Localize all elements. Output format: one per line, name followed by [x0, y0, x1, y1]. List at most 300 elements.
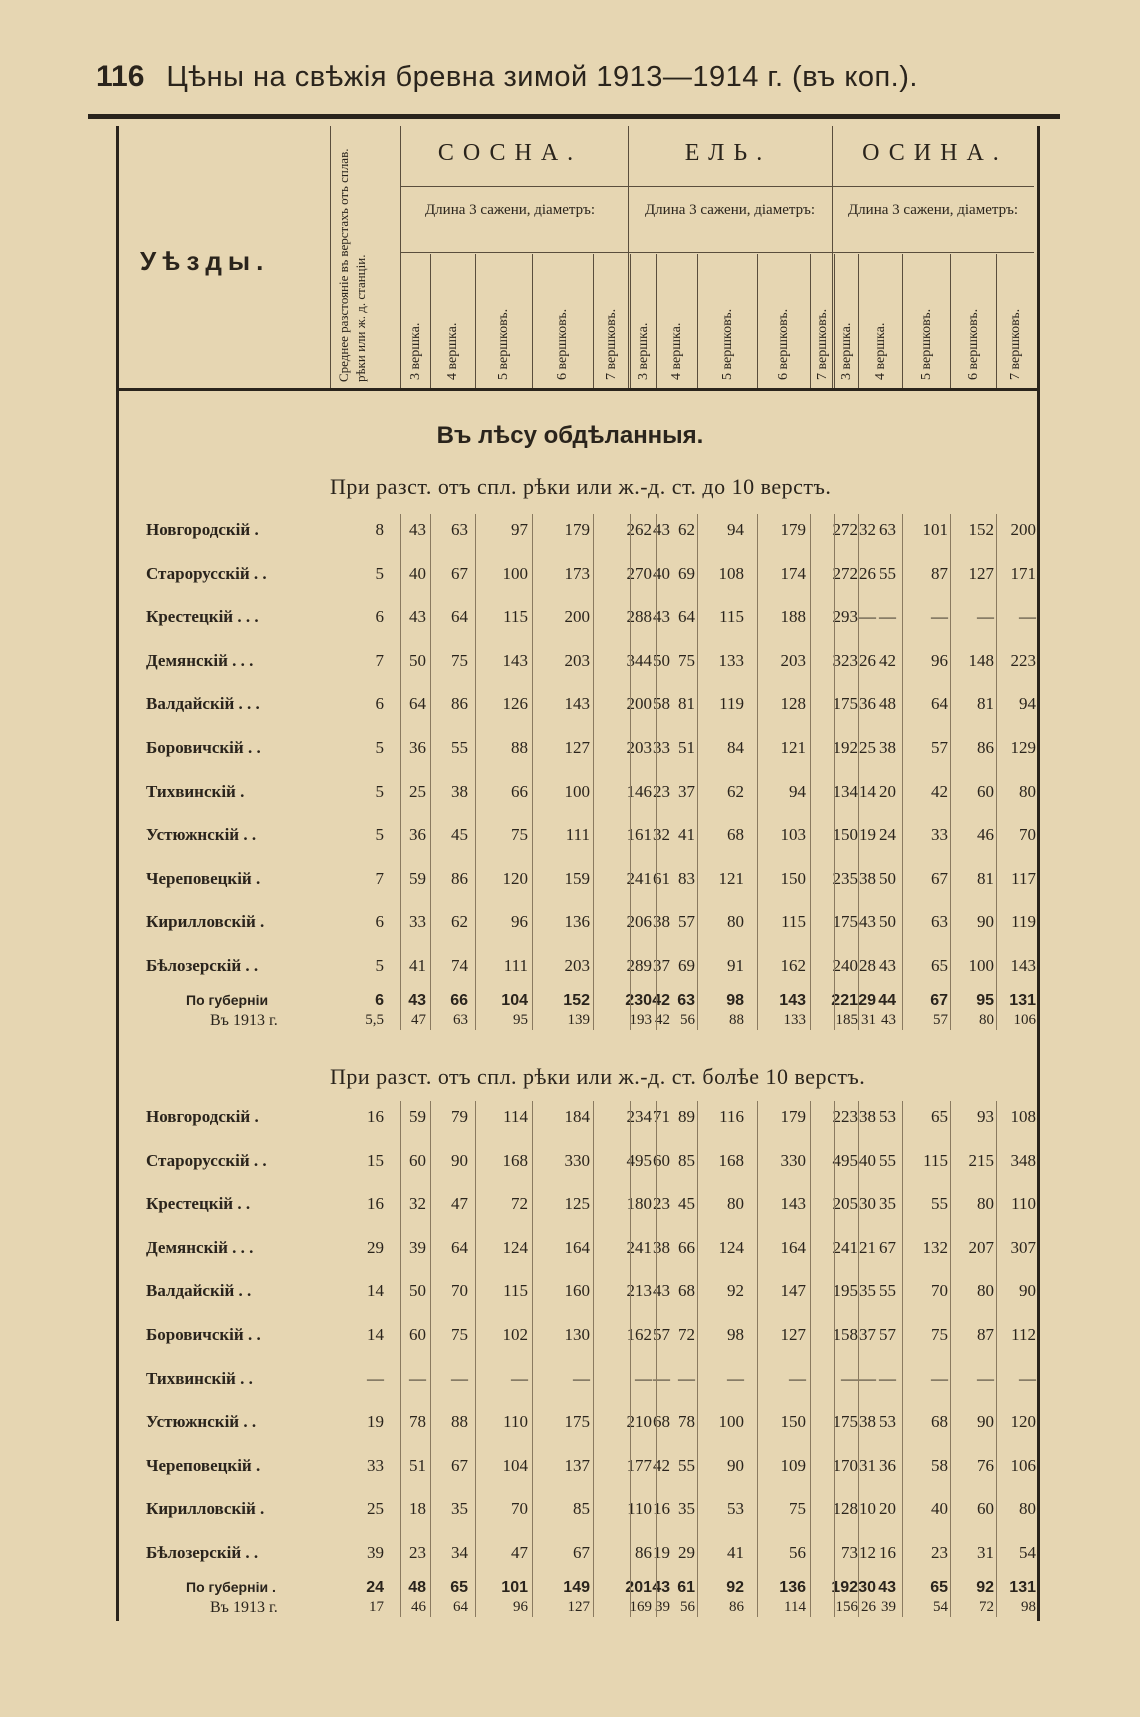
- table-cell: 96: [513, 1598, 528, 1615]
- table-cell: 45: [678, 1194, 695, 1214]
- diameter-header: 4 вершка.: [872, 322, 888, 380]
- table-cell: 114: [784, 1598, 806, 1615]
- table-cell: 36: [859, 694, 876, 714]
- table-cell: 121: [718, 868, 744, 888]
- district-name: Демянскій . . .: [146, 1237, 254, 1257]
- column-divider: [950, 514, 951, 1030]
- table-cell: 173: [564, 563, 590, 583]
- table-cell: 146: [626, 781, 652, 801]
- table-cell: 41: [409, 956, 426, 975]
- table-cell: 59: [409, 868, 426, 888]
- table-cell: 72: [979, 1598, 994, 1615]
- table-cell: 39: [367, 1543, 384, 1562]
- column-divider: [858, 1101, 859, 1617]
- table-cell: 43: [409, 607, 426, 627]
- table-cell: 48: [879, 694, 896, 714]
- table-cell: 63: [677, 991, 695, 1009]
- table-cell: 38: [653, 1237, 670, 1257]
- table-cell: 64: [451, 607, 468, 627]
- table-cell: 179: [780, 1107, 806, 1126]
- table-cell: 272: [832, 520, 858, 539]
- table-cell: 66: [511, 781, 528, 801]
- table-cell: 70: [931, 1281, 948, 1301]
- table-cell: 88: [511, 738, 528, 757]
- table-cell: 16: [879, 1543, 896, 1562]
- table-cell: 75: [678, 650, 695, 670]
- uezdy-header: Уѣзды.: [140, 246, 270, 276]
- table-cell: 262: [626, 520, 652, 539]
- table-cell: 159: [564, 868, 590, 888]
- table-cell: 19: [653, 1543, 670, 1562]
- table-cell: 57: [879, 1325, 896, 1344]
- table-cell: 14: [859, 781, 876, 801]
- table-cell: 67: [573, 1543, 590, 1562]
- table-cell: 68: [931, 1412, 948, 1432]
- table-cell: 65: [931, 1107, 948, 1126]
- table-cell: 68: [727, 825, 744, 845]
- table-cell: 213: [626, 1281, 652, 1301]
- table-cell: 92: [727, 1281, 744, 1301]
- table-cell: 148: [968, 650, 994, 670]
- table-cell: 14: [367, 1325, 384, 1344]
- table-cell: —: [573, 1368, 590, 1388]
- table-cell: 64: [453, 1598, 468, 1615]
- table-cell: 15: [367, 1150, 384, 1170]
- table-cell: 203: [564, 956, 590, 975]
- table-cell: —: [678, 1368, 695, 1388]
- table-cell: 75: [451, 1325, 468, 1344]
- table-cell: 67: [879, 1237, 896, 1257]
- table-cell: 43: [652, 1578, 670, 1596]
- table-cell: 66: [678, 1237, 695, 1257]
- table-cell: 104: [502, 1455, 528, 1475]
- column-divider: [656, 1101, 657, 1617]
- table-cell: 125: [564, 1194, 590, 1214]
- table-cell: 20: [879, 781, 896, 801]
- table-cell: 235: [832, 868, 858, 888]
- table-cell: 51: [409, 1455, 426, 1475]
- diameter-header: 7 вершковъ.: [814, 308, 830, 380]
- table-cell: 136: [564, 912, 590, 932]
- header-divider: [475, 254, 476, 388]
- table-cell: 29: [367, 1237, 384, 1257]
- table-cell: 23: [931, 1543, 948, 1562]
- header-divider: [757, 254, 758, 388]
- table-cell: 88: [729, 1011, 744, 1028]
- table-cell: 80: [727, 1194, 744, 1214]
- table-cell: 42: [879, 650, 896, 670]
- table-cell: 35: [451, 1499, 468, 1519]
- table-cell: 160: [564, 1281, 590, 1301]
- table-cell: 92: [726, 1578, 744, 1596]
- table-cell: —: [727, 1368, 744, 1388]
- table-cell: 24: [879, 825, 896, 845]
- table-cell: 63: [879, 520, 896, 539]
- table-cell: 35: [678, 1499, 695, 1519]
- table-cell: 30: [858, 1578, 876, 1596]
- table-cell: 65: [450, 1578, 468, 1596]
- table-cell: 53: [879, 1412, 896, 1432]
- table-cell: 60: [977, 1499, 994, 1519]
- table-cell: 215: [968, 1150, 994, 1170]
- column-divider: [757, 1101, 758, 1617]
- header-divider: [430, 254, 431, 388]
- table-cell: 240: [832, 956, 858, 975]
- table-cell: 29: [858, 991, 876, 1009]
- table-cell: 31: [977, 1543, 994, 1562]
- table-cell: —: [451, 1368, 468, 1388]
- table-cell: 115: [719, 607, 744, 627]
- table-cell: 87: [977, 1325, 994, 1344]
- table-cell: 97: [511, 520, 528, 539]
- table-cell: 59: [409, 1107, 426, 1126]
- page-header: [96, 60, 1056, 94]
- table-cell: 127: [968, 563, 994, 583]
- column-divider: [593, 1101, 594, 1617]
- table-cell: 94: [1019, 694, 1036, 714]
- district-name: Валдайскій . . .: [146, 694, 260, 714]
- table-cell: 36: [879, 1455, 896, 1475]
- table-cell: 33: [653, 738, 670, 757]
- table-cell: 47: [451, 1194, 468, 1214]
- table-cell: 60: [409, 1325, 426, 1344]
- table-cell: 72: [511, 1194, 528, 1214]
- table-cell: 110: [627, 1499, 652, 1519]
- table-cell: 104: [501, 991, 528, 1009]
- table-cell: 64: [931, 694, 948, 714]
- district-name: Демянскій . . .: [146, 650, 254, 670]
- table-cell: 270: [626, 563, 652, 583]
- column-divider: [996, 514, 997, 1030]
- table-cell: 143: [780, 1194, 806, 1214]
- table-cell: 30: [859, 1194, 876, 1214]
- table-cell: 179: [564, 520, 590, 539]
- total-row-label: По губерніи .: [186, 1578, 276, 1595]
- district-name: Бѣлозерскій . .: [146, 956, 259, 975]
- column-divider: [810, 1101, 811, 1617]
- table-cell: 47: [511, 1543, 528, 1562]
- table-cell: 71: [653, 1107, 670, 1126]
- district-name: Череповецкій .: [146, 1455, 261, 1475]
- table-cell: 46: [977, 825, 994, 845]
- table-cell: 207: [968, 1237, 994, 1257]
- length-sosna: Длина 3 сажени, діаметръ:: [424, 202, 596, 218]
- table-cell: 177: [626, 1455, 652, 1475]
- table-cell: 80: [1019, 781, 1036, 801]
- table-cell: —: [859, 607, 876, 627]
- table-cell: 45: [451, 825, 468, 845]
- table-cell: 56: [789, 1543, 806, 1562]
- district-name: Старорусскій . .: [146, 1150, 267, 1170]
- page-number: 116: [96, 60, 145, 93]
- table-cell: 53: [727, 1499, 744, 1519]
- column-divider: [475, 514, 476, 1030]
- table-cell: 60: [409, 1150, 426, 1170]
- table-cell: —: [841, 1368, 858, 1388]
- diameter-header: 7 вершковъ.: [1007, 308, 1023, 380]
- table-cell: 106: [1010, 1455, 1036, 1475]
- table-cell: 143: [502, 650, 528, 670]
- table-cell: 54: [1019, 1543, 1036, 1562]
- table-cell: 98: [726, 991, 744, 1009]
- table-cell: 46: [411, 1598, 426, 1615]
- table-cell: 66: [450, 991, 468, 1009]
- table-cell: 174: [780, 563, 806, 583]
- diameter-header: 3 вершка.: [635, 322, 651, 380]
- table-cell: 67: [451, 1455, 468, 1475]
- table-cell: 53: [879, 1107, 896, 1126]
- year-row-label: Въ 1913 г.: [210, 1598, 278, 1616]
- table-cell: 73: [841, 1543, 858, 1562]
- table-cell: 62: [678, 520, 695, 539]
- table-cell: —: [859, 1368, 876, 1388]
- table-cell: —: [367, 1368, 384, 1388]
- table-cell: 192: [832, 738, 858, 757]
- table-cell: 175: [832, 694, 858, 714]
- table-cell: 43: [653, 520, 670, 539]
- header-divider: [532, 254, 533, 388]
- table-cell: 64: [678, 607, 695, 627]
- header-divider: [656, 254, 657, 388]
- table-cell: 33: [931, 825, 948, 845]
- table-cell: 137: [564, 1455, 590, 1475]
- table-cell: 38: [859, 868, 876, 888]
- table-cell: 43: [878, 1578, 896, 1596]
- table-cell: 110: [503, 1412, 528, 1432]
- table-cell: 180: [626, 1194, 652, 1214]
- table-cell: 90: [1019, 1281, 1036, 1301]
- table-cell: 80: [977, 1194, 994, 1214]
- table-cell: 64: [451, 1237, 468, 1257]
- table-cell: 124: [502, 1237, 528, 1257]
- table-cell: 74: [451, 956, 468, 975]
- table-cell: 162: [626, 1325, 652, 1344]
- table-cell: 201: [625, 1578, 652, 1596]
- header-divider: [400, 126, 401, 388]
- table-cell: 323: [832, 650, 858, 670]
- table-cell: 200: [564, 607, 590, 627]
- district-name: Бѣлозерскій . .: [146, 1543, 259, 1562]
- table-cell: 69: [678, 563, 695, 583]
- district-name: Кирилловскій .: [146, 912, 265, 932]
- table-cell: 39: [409, 1237, 426, 1257]
- table-cell: 158: [832, 1325, 858, 1344]
- header-divider: [330, 126, 331, 388]
- table-cell: 16: [653, 1499, 670, 1519]
- table-cell: 5: [375, 825, 384, 845]
- table-cell: 87: [931, 563, 948, 583]
- table-cell: 109: [780, 1455, 806, 1475]
- table-cell: —: [653, 1368, 670, 1388]
- table-cell: 42: [931, 781, 948, 801]
- table-cell: 143: [1010, 956, 1036, 975]
- table-cell: 41: [678, 825, 695, 845]
- table-cell: 16: [367, 1107, 384, 1126]
- table-cell: 29: [678, 1543, 695, 1562]
- table-cell: 37: [678, 781, 695, 801]
- table-cell: 57: [678, 912, 695, 932]
- table-cell: 23: [409, 1543, 426, 1562]
- table-cell: 330: [780, 1150, 806, 1170]
- district-name: Боровичскій . .: [146, 1325, 261, 1344]
- table-cell: 272: [832, 563, 858, 583]
- table-cell: 39: [881, 1598, 896, 1615]
- table-cell: 33: [409, 912, 426, 932]
- table-cell: 86: [977, 738, 994, 757]
- column-divider: [858, 514, 859, 1030]
- table-cell: 168: [502, 1150, 528, 1170]
- table-cell: 130: [564, 1325, 590, 1344]
- header-divider: [834, 254, 835, 388]
- table-cell: 495: [626, 1150, 652, 1170]
- table-cell: 119: [1011, 912, 1036, 932]
- table-cell: 330: [564, 1150, 590, 1170]
- table-cell: 50: [653, 650, 670, 670]
- table-cell: 18: [409, 1499, 426, 1519]
- table-cell: 150: [780, 868, 806, 888]
- table-cell: 85: [678, 1150, 695, 1170]
- table-cell: 51: [678, 738, 695, 757]
- table-cell: 5,5: [365, 1011, 384, 1028]
- table-cell: —: [879, 607, 896, 627]
- table-cell: 62: [451, 912, 468, 932]
- column-divider: [400, 514, 401, 1030]
- table-cell: 50: [879, 912, 896, 932]
- table-cell: 170: [832, 1455, 858, 1475]
- table-cell: —: [931, 607, 948, 627]
- table-cell: 90: [451, 1150, 468, 1170]
- table-cell: 19: [859, 825, 876, 845]
- column-divider: [834, 514, 835, 1030]
- table-cell: 110: [1011, 1194, 1036, 1214]
- column-divider: [697, 514, 698, 1030]
- column-divider: [834, 1101, 835, 1617]
- table-cell: 101: [501, 1578, 528, 1596]
- table-cell: 102: [502, 1325, 528, 1344]
- table-cell: 25: [859, 738, 876, 757]
- table-cell: 195: [832, 1281, 858, 1301]
- table-cell: 114: [503, 1107, 528, 1126]
- table-cell: 35: [859, 1281, 876, 1301]
- district-name: Крестецкій . . .: [146, 607, 259, 627]
- table-cell: 5: [375, 738, 384, 757]
- district-name: Устюжнскій . .: [146, 825, 257, 845]
- table-cell: 94: [789, 781, 806, 801]
- diameter-header: 7 вершковъ.: [604, 308, 619, 380]
- table-cell: 223: [832, 1107, 858, 1126]
- table-cell: 106: [1013, 1011, 1036, 1028]
- table-cell: —: [931, 1368, 948, 1388]
- table-cell: 344: [626, 650, 652, 670]
- table-cell: 115: [503, 607, 528, 627]
- table-cell: 203: [780, 650, 806, 670]
- table-cell: 86: [451, 868, 468, 888]
- header-divider: [630, 254, 631, 388]
- district-name: Кирилловскій .: [146, 1499, 265, 1519]
- table-cell: 175: [832, 1412, 858, 1432]
- table-cell: 241: [832, 1237, 858, 1257]
- table-cell: 72: [678, 1325, 695, 1344]
- table-cell: 7: [375, 868, 384, 888]
- year-row-label: Въ 1913 г.: [210, 1011, 278, 1029]
- table-cell: 95: [513, 1011, 528, 1028]
- table-cell: 67: [451, 563, 468, 583]
- table-cell: 108: [1010, 1107, 1036, 1126]
- table-cell: 111: [503, 956, 528, 975]
- table-cell: 115: [781, 912, 806, 932]
- table-cell: 58: [653, 694, 670, 714]
- table-cell: 60: [653, 1150, 670, 1170]
- table-cell: 100: [718, 1412, 744, 1432]
- table-cell: 85: [573, 1499, 590, 1519]
- table-cell: 80: [977, 1281, 994, 1301]
- table-cell: 127: [564, 738, 590, 757]
- table-cell: 25: [367, 1499, 384, 1519]
- table-cell: 175: [832, 912, 858, 932]
- table-cell: 90: [977, 912, 994, 932]
- table-cell: 39: [655, 1598, 670, 1615]
- table-cell: 26: [859, 563, 876, 583]
- table-cell: 127: [780, 1325, 806, 1344]
- table-cell: 171: [1010, 563, 1036, 583]
- table-cell: 43: [409, 520, 426, 539]
- table-cell: 38: [879, 738, 896, 757]
- species-osina: ОСИНА.: [862, 140, 1008, 166]
- table-cell: 5: [375, 563, 384, 583]
- table-cell: 90: [977, 1412, 994, 1432]
- table-cell: 192: [831, 1578, 858, 1596]
- diameter-header: 5 вершковъ.: [496, 308, 511, 380]
- table-cell: 81: [977, 868, 994, 888]
- table-cell: 10: [859, 1499, 876, 1519]
- table-cell: 25: [409, 781, 426, 801]
- table-cell: 23: [653, 1194, 670, 1214]
- table-cell: 63: [451, 520, 468, 539]
- species-el: ЕЛЬ.: [684, 140, 772, 166]
- table-cell: 131: [1009, 1578, 1036, 1596]
- table-cell: 164: [780, 1237, 806, 1257]
- header-divider: [832, 126, 833, 388]
- table-cell: 100: [502, 563, 528, 583]
- table-cell: 152: [563, 991, 590, 1009]
- diameter-header: 3 вершка.: [838, 322, 854, 380]
- table-cell: 203: [564, 650, 590, 670]
- table-cell: 67: [931, 868, 948, 888]
- table-cell: 6: [375, 912, 384, 932]
- column-divider: [593, 514, 594, 1030]
- table-cell: 124: [718, 1237, 744, 1257]
- table-cell: 96: [931, 650, 948, 670]
- table-cell: 234: [626, 1107, 652, 1126]
- table-cell: 6: [375, 991, 384, 1009]
- length-el: Длина 3 сажени, діаметръ:: [644, 202, 816, 218]
- table-cell: 150: [780, 1412, 806, 1432]
- header-bottom-rule: [116, 388, 1040, 391]
- column-divider: [430, 1101, 431, 1617]
- table-cell: 41: [727, 1543, 744, 1562]
- table-cell: —: [1019, 1368, 1036, 1388]
- table-cell: 42: [653, 1455, 670, 1475]
- diameter-header: 6 вершковъ.: [965, 308, 981, 380]
- district-name: Старорусскій . .: [146, 563, 267, 583]
- table-cell: 293: [832, 607, 858, 627]
- table-cell: 149: [563, 1578, 590, 1596]
- table-cell: 47: [411, 1011, 426, 1028]
- table-cell: 32: [409, 1194, 426, 1214]
- table-cell: 86: [451, 694, 468, 714]
- table-cell: 57: [653, 1325, 670, 1344]
- table-cell: 88: [451, 1412, 468, 1432]
